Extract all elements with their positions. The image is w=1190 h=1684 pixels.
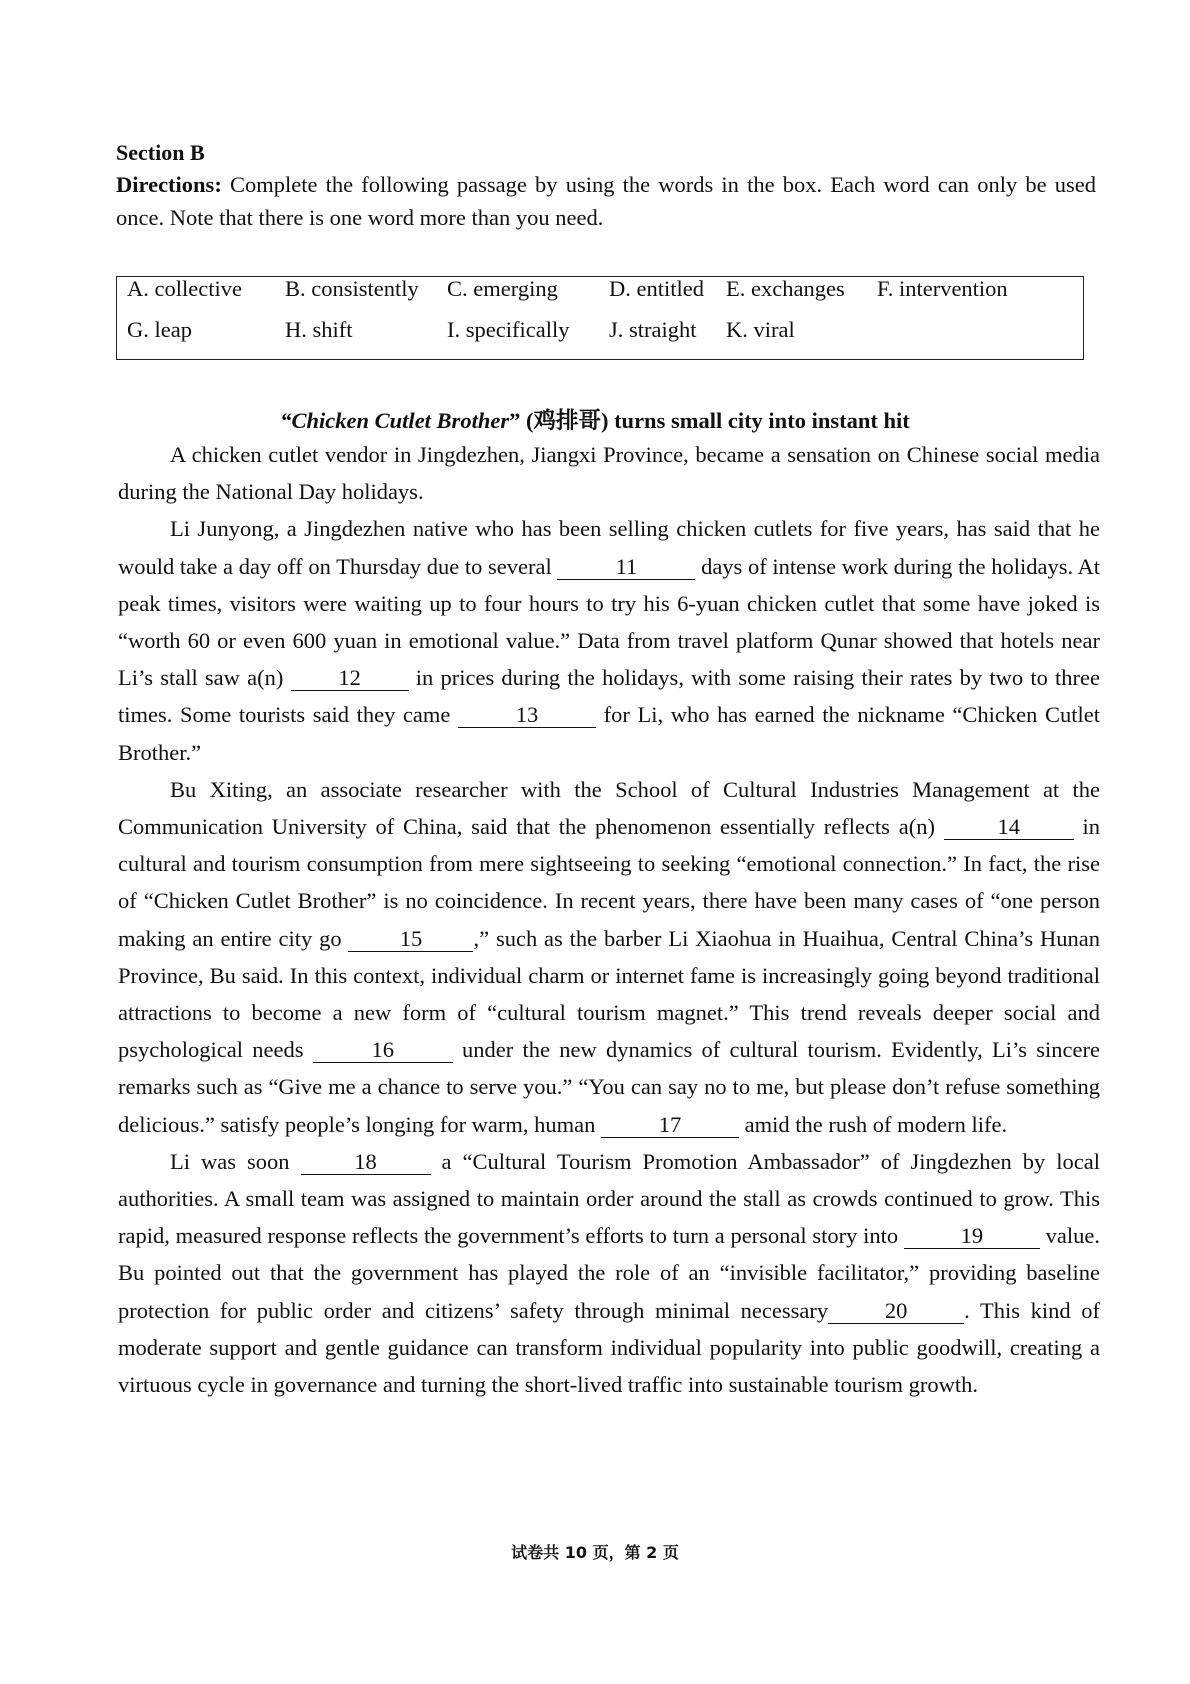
blank-18[interactable]: 18 — [301, 1150, 431, 1175]
passage — [118, 436, 1100, 1403]
word-option: A. collective — [127, 276, 242, 301]
section-title: Section B — [116, 140, 205, 165]
text-run: Li was soon — [170, 1148, 301, 1174]
text-run: days of intense work during the holidays. At peak times, visitors were waiting up to four hours to try his 6-yuan chicken cutlet that some have joked is “worth 60 or even 600 yuan in emotional value.” Data from travel platform Qunar showed that hotels near Li’s stall saw a(n) — [118, 553, 1101, 691]
directions-label: Directions: — [116, 172, 222, 197]
blank-16[interactable]: 16 — [313, 1038, 453, 1063]
word-option: F. intervention — [877, 276, 1008, 301]
text-run: in cultural and tourism consumption from mere sightseeing to seeking “emotional connection.” In fact, the rise of “Chicken Cutlet Brother” is no coincidence. In recent years, there have been many cases of “one person making an entire city go — [118, 814, 1100, 951]
word-option: C. emerging — [447, 276, 558, 301]
paragraph-1: A chicken cutlet vendor in Jingdezhen, Jiangxi Province, became a sensation on Chinese social media during the National Day holidays. — [118, 442, 1100, 505]
text-run: Li Junyong, a Jingdezhen native who has been selling chicken cutlets for five years, has said that he would take a day off on Thursday due to several — [118, 516, 1100, 579]
word-box — [116, 276, 1084, 360]
word-option: G. leap — [127, 317, 192, 342]
passage-title-italic: “Chicken Cutlet Brother — [280, 408, 510, 433]
text-run: . This kind of moderate support and gentle guidance can transform individual popularity into public goodwill, creating a virtuous cycle in governance and turning the short-lived traffic into sustainable tourism growth. — [118, 1297, 1100, 1398]
word-option: D. entitled — [609, 276, 704, 301]
blank-15[interactable]: 15 — [348, 927, 473, 952]
blank-11[interactable]: 11 — [557, 555, 695, 580]
directions-text: Complete the following passage by using the words in the box. Each word can only be used once. Note that there is one word more than you need. — [116, 172, 1096, 230]
passage-title-rest: ” (鸡排哥) turns small city into instant hit — [509, 408, 910, 433]
directions — [116, 168, 1096, 234]
text-run: Bu Xiting, an associate researcher with the School of Cultural Industries Management at the Communication University of China, said that the phenomenon essentially reflects a(n) — [118, 776, 1100, 840]
text-run: a “Cultural Tourism Promotion Ambassador” of Jingdezhen by local authorities. A small team was assigned to maintain order around the stall as crowds continued to grow. This rapid, measured response reflects the government’s efforts to turn a personal story into — [118, 1148, 1101, 1249]
text-run: under the new dynamics of cultural tourism. Evidently, Li’s sincere remarks such as “Give me a chance to serve you.” “You can say no to me, but please don’t refuse something delicious.” satisfy people’s longing for warm, human — [118, 1037, 1100, 1137]
blank-20[interactable]: 20 — [828, 1299, 964, 1324]
paragraph-4 — [118, 1143, 1100, 1403]
text-run: ,” such as the barber Li Xiaohua in Huaihua, Central China’s Hunan Province, Bu said. In this context, individual charm or internet fame is increasingly going beyond traditional attractions to become a new form of “cultural tourism magnet.” This trend reveals deeper social and psychological needs — [118, 925, 1101, 1063]
word-option: J. straight — [609, 317, 697, 342]
text-run: for Li, who has earned the nickname “Chicken Cutlet Brother.” — [118, 702, 1101, 765]
text-run: amid the rush of modern life. — [739, 1111, 1008, 1137]
paragraph-3 — [118, 771, 1100, 1143]
word-option: H. shift — [285, 317, 353, 342]
blank-14[interactable]: 14 — [944, 815, 1074, 840]
word-option: I. specifically — [447, 317, 570, 342]
blank-17[interactable]: 17 — [601, 1113, 739, 1138]
blank-12[interactable]: 12 — [291, 666, 409, 691]
blank-19[interactable]: 19 — [904, 1224, 1040, 1249]
page-footer: 试卷共 10 页，第 2 页 — [511, 1543, 679, 1562]
word-option: B. consistently — [285, 276, 419, 301]
text-run: value. Bu pointed out that the government has played the role of an “invisible facilitator,” providing baseline protection for public order and citizens’ safety through minimal necessary — [118, 1223, 1100, 1323]
word-option: E. exchanges — [726, 276, 845, 301]
text-run: in prices during the holidays, with some raising their rates by two to three times. Some tourists said they came — [118, 665, 1100, 728]
passage-title — [0, 403, 1190, 435]
paragraph-2 — [118, 510, 1100, 770]
blank-13[interactable]: 13 — [458, 703, 596, 728]
word-option: K. viral — [726, 317, 795, 342]
